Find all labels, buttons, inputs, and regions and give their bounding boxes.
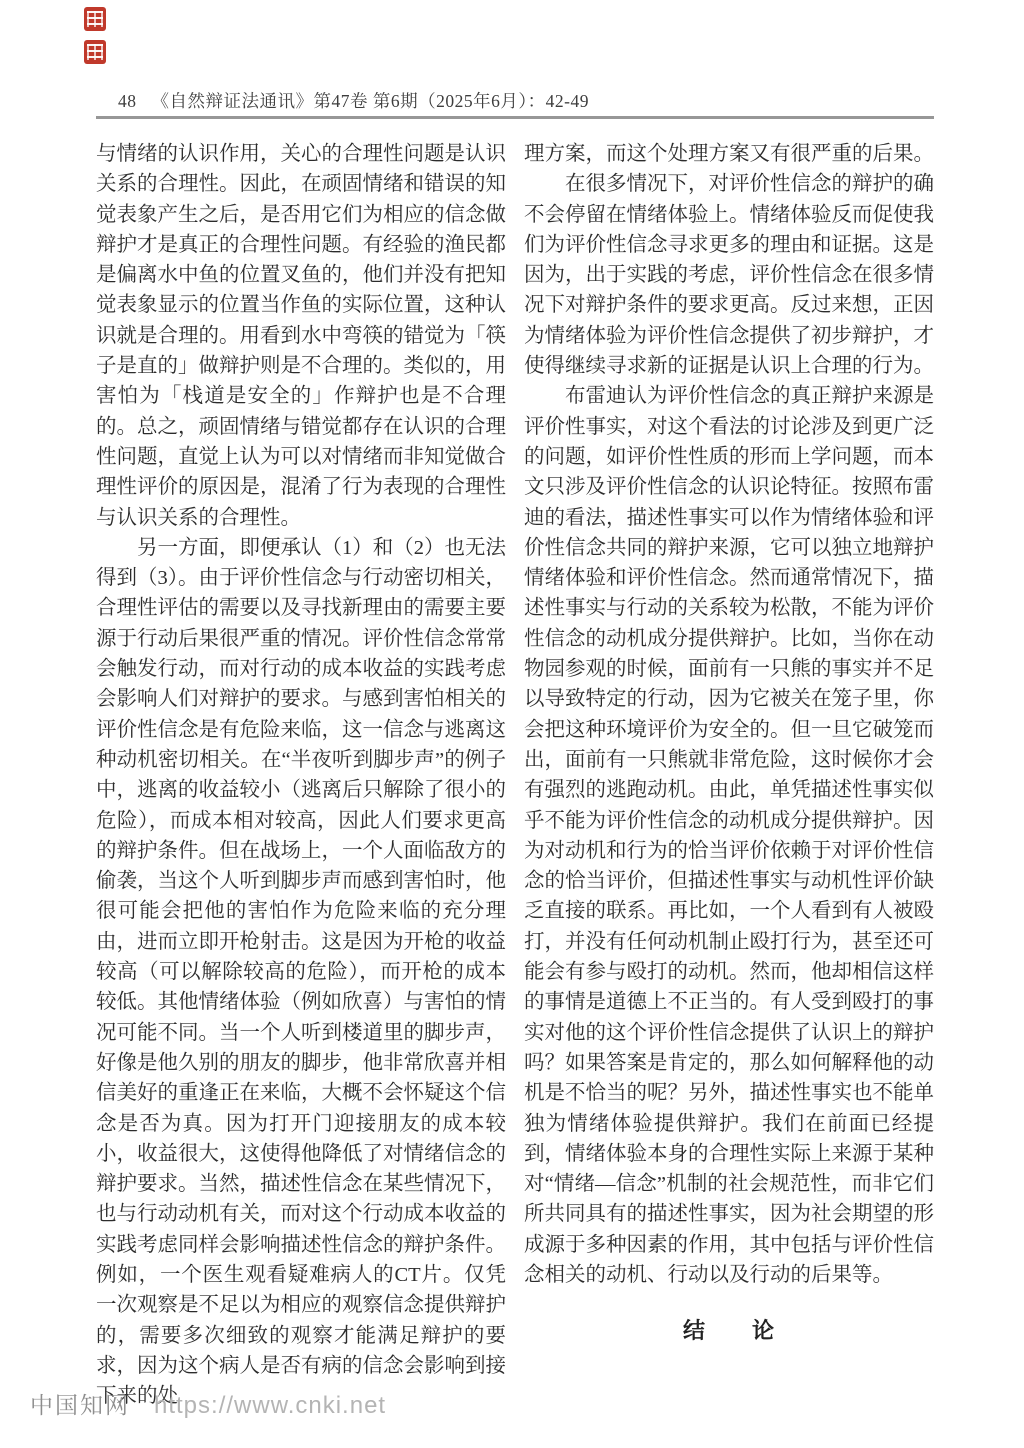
- cnki-site-name: 中国知网: [30, 1392, 130, 1418]
- section-heading-conclusion: 结 论: [682, 1318, 775, 1344]
- journal-citation: 《自然辩证法通讯》第47卷 第6期（2025年6月）：42-49: [151, 91, 589, 111]
- red-seal-stamp-icon: [84, 7, 106, 31]
- paragraph: 另一方面，即便承认（1）和（2）也无法得到（3）。由于评价性信念与行动密切相关，合理性评估的需要以及寻找新理由的需要主要源于行动后果很严重的情况。评价性信念常常会触发行动，而对行动的成本收益的实践考虑会影响人们对辩护的要求。与感到害怕相关的评价性信念是有危险来临，这一信念与逃离这种动机密切相关。在“半夜听到脚步声”的例子中，逃离的收益较小（逃离后只解除了很小的危险），而成本相对较高，因此人们要求更高的辩护条件。但在战场上，一个人面临敌方的偷袭，当这个人听到脚步声而感到害怕时，他很可能会把他的害怕作为危险来临的充分理由，进而立即开枪射击。这是因为开枪的收益较高（可以解除较高的危险），而开枪的成本较低。其他情绪体验（例如欣喜）与害怕的情况可能不同。当一个人听到楼道里的脚步声，好像是他久别的朋友的脚步，他非常欣喜并相信美好的重逢正在来临，大概不会怀疑这个信念是否为真。因为打开门迎接朋友的成本较小，收益很大，这使得他降低了对情绪信念的辩护要求。当然，描述性信念在某些情况下，也与行动动机有关，而对这个行动成本收益的实践考虑同样会影响描述性信念的辩护条件。例如，一个医生观看疑难病人的CT片。仅凭一次观察是不足以为相应的观察信念提供辩护的，需要多次细致的观察才能满足辩护的要求，因为这个病人是否有病的信念会影响到接下来的处: [96, 536, 506, 1408]
- paragraph-continuation: 与情绪的认识作用，关心的合理性问题是认识关系的合理性。因此，在顽固情绪和错误的知觉表象产生之后，是否用它们为相应的信念做辩护才是真正的合理性问题。有经验的渔民都是偏离水中鱼的位置叉鱼的，他们并没有把知觉表象显示的位置当作鱼的实际位置，这种认识就是合理的。用看到水中弯筷的错觉为「筷子是直的」做辩护则是不合理的。类似的，用害怕为「栈道是安全的」作辩护也是不合理的。总之，顽固情绪与错觉都存在认识的合理性问题，直觉上认为可以对情绪而非知觉做合理性评价的原因是，混淆了行为表现的合理性与认识关系的合理性。: [96, 143, 506, 529]
- article-body: [96, 139, 934, 1411]
- page-number: 48: [118, 91, 137, 111]
- page-header: [118, 88, 589, 113]
- red-seal-stamp-icon: [84, 40, 106, 64]
- right-column: [524, 139, 934, 1411]
- page-stamps: [84, 7, 106, 64]
- paragraph: 布雷迪认为评价性信念的真正辩护来源是评价性事实，对这个看法的讨论涉及到更广泛的问题，如评价性性质的形而上学问题，而本文只涉及评价性信念的认识论特征。按照布雷迪的看法，描述性事实可以作为情绪体验和评价性信念共同的辩护来源，它可以独立地辩护情绪体验和评价性信念。然而通常情况下，描述性事实与行动的关系较为松散，不能为评价性信念的动机成分提供辩护。比如，当你在动物园参观的时候，面前有一只熊的事实并不足以导致特定的行动，因为它被关在笼子里，你会把这种环境评价为安全的。但一旦它破笼而出，面前有一只熊就非常危险，这时候你才会有强烈的逃跑动机。由此，单凭描述性事实似乎不能为评价性信念的动机成分提供辩护。因为对动机和行为的恰当评价依赖于对评价性信念的恰当评价，但描述性事实与动机性评价缺乏直接的联系。再比如，一个人看到有人被殴打，并没有任何动机制止殴打行为，甚至还可能会有参与殴打的动机。然而，他却相信这样的事情是道德上不正当的。有人受到殴打的事实对他的这个评价性信念提供了认识上的辩护吗？如果答案是肯定的，那么如何解释他的动机是不恰当的呢？另外，描述性事实也不能单独为情绪体验提供辩护。我们在前面已经提到，情绪体验本身的合理性实际上来源于某种对“情绪—信念”机制的社会规范性，而非它们所共同具有的描述性事实，因为社会期望的形成源于多种因素的作用，其中包括与评价性信念相关的动机、行动以及行动的后果等。: [524, 385, 934, 1286]
- left-column: [96, 139, 506, 1411]
- header-divider: [96, 116, 934, 119]
- paragraph: 在很多情况下，对评价性信念的辩护的确不会停留在情绪体验上。情绪体验反而促使我们为评价性信念寻求更多的理由和证据。这是因为，出于实践的考虑，评价性信念在很多情况下对辩护条件的要求更高。反过来想，正因为情绪体验为评价性信念提供了初步辩护，才使得继续寻求新的证据是认识上合理的行为。: [524, 173, 934, 378]
- paragraph-continuation: 理方案，而这个处理方案又有很严重的后果。: [524, 143, 934, 165]
- cnki-url: https://www.cnki.net: [154, 1392, 387, 1419]
- cnki-watermark: [30, 1387, 386, 1420]
